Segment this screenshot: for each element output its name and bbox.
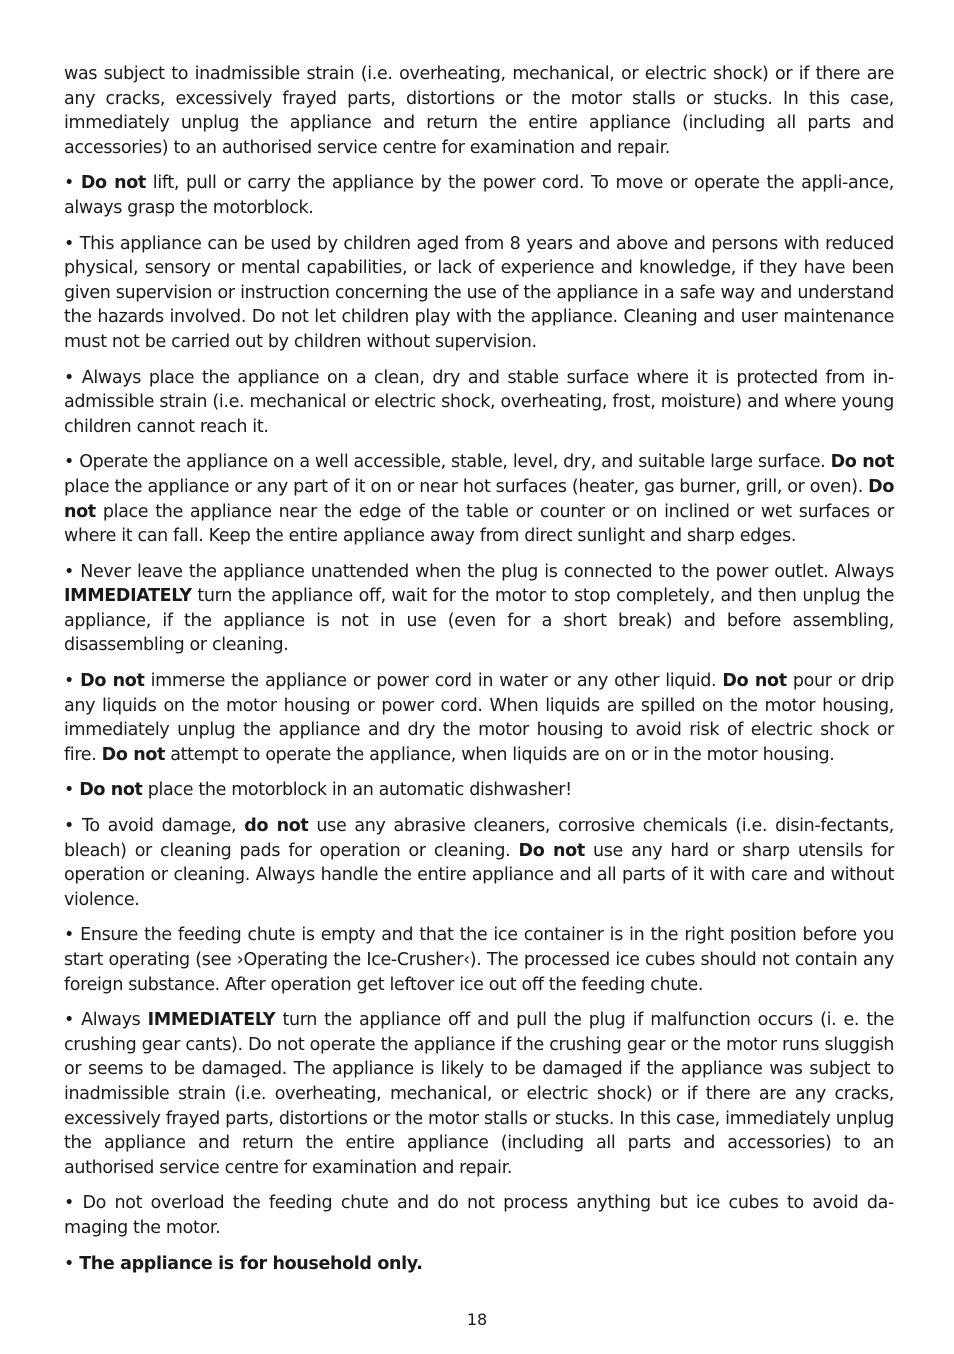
text-run: • Always	[64, 1010, 148, 1031]
text-run: place the appliance near the edge of the table or counter or on inclined or wet surfaces or where it can fall. Keep the entire appliance away from direct sunlight and sharp edges.	[64, 501, 894, 547]
text-run: •	[64, 780, 80, 801]
bold-text: IMMEDIATELY	[64, 586, 192, 607]
paragraph	[64, 366, 894, 440]
text-run: • Always place the appliance on a clean, dry and stable surface where it is protected from in-admissible strain (i.e. mechanical or electric shock, overheating, frost, moisture) and where young children cannot reach it.	[64, 367, 894, 437]
paragraph	[64, 814, 894, 912]
bold-text: Do not	[80, 671, 145, 692]
text-run: immerse the appliance or power cord in water or any other liquid.	[144, 671, 723, 692]
text-run: use any hard or sharp utensils for operation or cleaning. Always handle the entire appliance and all parts of it with care and without violence.	[64, 840, 894, 910]
text-run: place the motorblock in an automatic dishwasher!	[142, 780, 572, 801]
text-run: • To avoid damage,	[64, 816, 245, 837]
paragraph	[64, 1252, 894, 1277]
document-body	[64, 62, 894, 1287]
text-run: turn the appliance off, wait for the motor to stop completely, and then unplug the appliance, if the appliance is not in use (even for a short break) and before assembling, disassembling or cleaning.	[64, 586, 894, 656]
paragraph	[64, 450, 894, 548]
bold-text: Do not	[64, 476, 894, 522]
paragraph	[64, 1191, 894, 1240]
text-run: turn the appliance off and pull the plug if malfunction occurs (i. e. the crushing gear cants). Do not operate the appliance if the crushing gear or the motor runs sluggish or seems to be damaged. The appliance is likely to be damaged if the appliance was subject to inadmissible strain (i.e. overheating, mechanical, or electric shock) or if there are any cracks, excessively frayed parts, distortions or the motor stalls or stucks. In this case, immediately unplug the appliance and return the entire appliance (including all parts and accessories) to an authorised service centre for examination and repair.	[64, 1010, 894, 1178]
page-number: 18	[466, 1310, 488, 1329]
bold-text: IMMEDIATELY	[147, 1010, 276, 1031]
text-run: • Operate the appliance on a well accessible, stable, level, dry, and suitable large surface.	[64, 452, 831, 473]
paragraph	[64, 560, 894, 658]
bold-text: Do not	[79, 780, 143, 801]
text-run: • Ensure the feeding chute is empty and that the ice container is in the right position before you start operating (see ›Operating the Ice-Crusher‹). The processed ice cubes should not contain any foreign substance. After operation get leftover ice out off the feeding chute.	[64, 925, 894, 995]
bold-text: The appliance is for household only.	[79, 1253, 423, 1274]
paragraph	[64, 778, 894, 803]
paragraph	[64, 669, 894, 767]
paragraph	[64, 923, 894, 997]
text-run: • Do not overload the feeding chute and do not process anything but ice cubes to avoid da-maging the motor.	[64, 1193, 894, 1238]
text-run: use any abrasive cleaners, corrosive chemicals (i.e. disin-fectants, bleach) or cleaning pads for operation or cleaning.	[64, 816, 894, 861]
bold-text: Do not	[830, 452, 894, 473]
text-run: •	[64, 1253, 80, 1274]
bold-text: Do not	[101, 744, 166, 765]
text-run: •	[64, 173, 81, 194]
paragraph	[64, 62, 894, 160]
paragraph	[64, 232, 894, 355]
text-run: place the appliance or any part of it on or near hot surfaces (heater, gas burner, grill, or oven).	[64, 476, 869, 497]
text-run: attempt to operate the appliance, when liquids are on or in the motor housing.	[165, 744, 835, 765]
bold-text: do not	[244, 816, 309, 837]
text-run: lift, pull or carry the appliance by the power cord. To move or operate the appli-ance, always grasp the motorblock.	[64, 173, 895, 218]
text-run: •	[64, 671, 81, 692]
paragraph	[64, 1008, 894, 1180]
text-run: • Never leave the appliance unattended when the plug is connected to the power outlet. Always	[64, 561, 894, 582]
bold-text: Do not	[722, 671, 787, 692]
bold-text: Do not	[80, 173, 146, 194]
text-run: was subject to inadmissible strain (i.e. overheating, mechanical, or electric shock) or if there are any cracks, excessively frayed parts, distortions or the motor stalls or stucks. In this case, immediately unplug the appliance and return the entire appliance (including all parts and accessories) to an authorised service centre for examination and repair.	[64, 64, 894, 158]
paragraph	[64, 171, 894, 220]
text-run: pour or drip any liquids on the motor housing or power cord. When liquids are spilled on the motor housing, immediately unplug the appliance and dry the motor housing to avoid risk of electric shock or fire.	[64, 671, 895, 765]
text-run: • This appliance can be used by children aged from 8 years and above and persons with reduced physical, sensory or mental capabilities, or lack of experience and knowledge, if they have been given supervision or instruction concerning the use of the appliance in a safe way and understand the hazards involved. Do not let children play with the appliance. Cleaning and user maintenance must not be carried out by children without supervision.	[64, 233, 894, 352]
bold-text: Do not	[518, 840, 585, 861]
